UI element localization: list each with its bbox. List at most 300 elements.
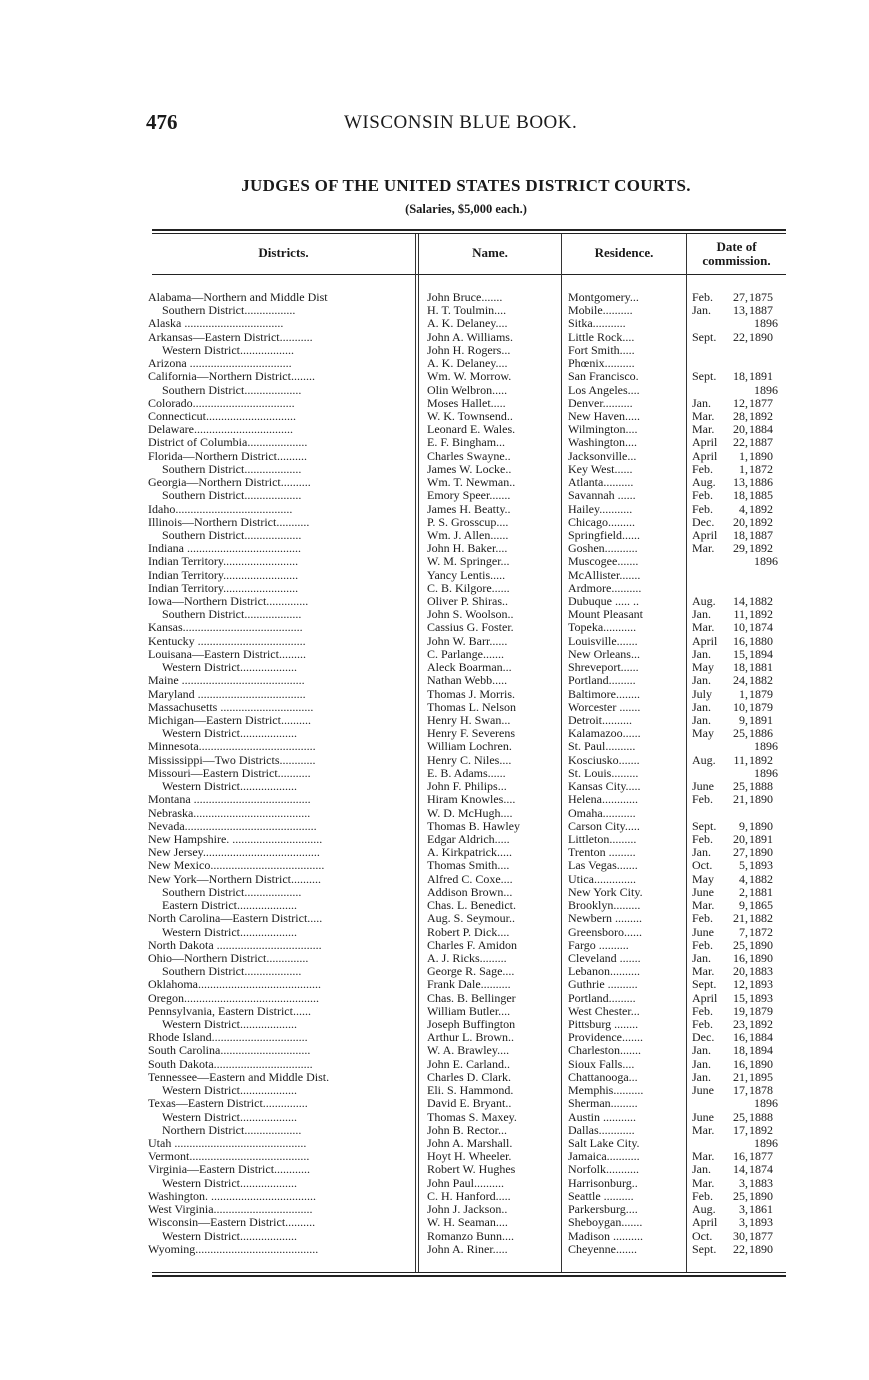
residence-cell: Topeka........... xyxy=(568,621,637,635)
date-year: 1892 xyxy=(749,542,773,556)
date-day: 3, xyxy=(739,1176,748,1190)
date-cell xyxy=(692,754,786,767)
date-cell xyxy=(692,912,786,925)
name-cell: Alfred C. Coxe.... xyxy=(427,872,513,886)
date-month: Jan. xyxy=(692,1044,711,1058)
district-cell: Indian Territory......................... xyxy=(148,581,299,595)
name-cell: John W. Barr...... xyxy=(427,634,508,648)
date-cell xyxy=(692,926,786,939)
residence-cell: Parkersburg.... xyxy=(568,1203,638,1217)
residence-cell: Little Rock.... xyxy=(568,330,635,344)
date-day: 9, xyxy=(739,714,748,727)
residence-cell: Worcester ....... xyxy=(568,700,641,714)
district-cell: Florida—Northern District.......... xyxy=(148,449,307,463)
residence-cell: New Haven..... xyxy=(568,409,640,423)
date-day: 24, xyxy=(733,674,748,688)
date-year: 1861 xyxy=(749,1203,773,1217)
name-cell: John H. Baker.... xyxy=(427,542,508,556)
date-cell xyxy=(692,899,786,912)
date-cell xyxy=(692,621,786,634)
residence-cell: Greensboro...... xyxy=(568,925,642,939)
date-month: Feb. xyxy=(692,793,713,807)
name-cell: Eli. S. Hammond. xyxy=(427,1084,514,1098)
residence-cell: Portland......... xyxy=(568,991,636,1005)
name-cell: Edgar Aldrich..... xyxy=(427,832,510,846)
name-cell: P. S. Grosscup.... xyxy=(427,515,509,529)
name-cell: W. H. Seaman.... xyxy=(427,1216,508,1230)
date-day: 7, xyxy=(739,925,748,939)
name-cell: John B. Rector... xyxy=(427,1123,507,1137)
district-cell: Indian Territory......................... xyxy=(148,555,299,569)
date-cell xyxy=(692,1097,786,1110)
date-month: Feb. xyxy=(692,1004,713,1018)
district-cell: Western District................... xyxy=(162,661,298,675)
date-day: 25, xyxy=(733,1189,748,1203)
date-day: 16, xyxy=(733,1057,748,1071)
name-cell: James H. Beatty.. xyxy=(427,502,511,516)
date-month: Sept. xyxy=(692,370,717,384)
date-day: 30, xyxy=(733,1229,748,1243)
date-day: 9, xyxy=(739,899,748,913)
date-day: 16, xyxy=(733,1031,748,1045)
date-month: Jan. xyxy=(692,396,711,410)
name-cell: William Lochren. xyxy=(427,740,512,754)
district-cell: Southern District................... xyxy=(162,965,302,979)
date-day: 11, xyxy=(733,753,748,767)
date-day: 20, xyxy=(733,423,748,437)
name-cell: Charles D. Clark. xyxy=(427,1070,511,1084)
district-cell: Washington. ................................... xyxy=(148,1189,317,1203)
date-month: Feb. xyxy=(692,832,713,846)
date-year: 1892 xyxy=(749,409,773,423)
date-year: 1882 xyxy=(749,912,773,926)
district-cell: Arizona .................................. xyxy=(148,357,292,371)
date-day: 4, xyxy=(739,872,748,886)
date-day: 27, xyxy=(733,291,748,304)
district-cell: Vermont........................................ xyxy=(148,1150,310,1164)
date-month: Oct. xyxy=(692,859,713,873)
residence-cell: Austin ........... xyxy=(568,1110,637,1124)
date-year: 1879 xyxy=(749,687,773,701)
date-cell xyxy=(692,859,786,872)
district-cell: New Mexico...................................... xyxy=(148,859,325,873)
date-year: 1884 xyxy=(749,423,773,437)
date-day: 4, xyxy=(739,502,748,516)
date-day: 22, xyxy=(733,436,748,450)
date-day: 18, xyxy=(733,489,748,503)
date-cell xyxy=(692,873,786,886)
district-cell: Wisconsin—Eastern District.......... xyxy=(148,1216,316,1230)
name-cell: George R. Sage.... xyxy=(427,965,515,979)
date-cell xyxy=(692,1058,786,1071)
district-cell: West Virginia................................. xyxy=(148,1203,313,1217)
date-month: Sept. xyxy=(692,978,717,992)
name-cell: Chas. B. Bellinger xyxy=(427,991,516,1005)
residence-cell: Springfield...... xyxy=(568,528,640,542)
date-cell xyxy=(692,397,786,410)
date-cell xyxy=(692,463,786,476)
date-cell xyxy=(692,978,786,991)
district-cell: Illinois—Northern District........... xyxy=(148,515,310,529)
district-cell: South Dakota................................. xyxy=(148,1057,313,1071)
date-cell xyxy=(692,1124,786,1137)
date-cell xyxy=(692,886,786,899)
date-day: 10, xyxy=(733,621,748,635)
district-cell: Wyoming......................................... xyxy=(148,1242,319,1256)
date-cell xyxy=(692,1203,786,1216)
name-cell: Wm. J. Allen...... xyxy=(427,528,509,542)
district-cell: New York—Northern District.......... xyxy=(148,872,321,886)
district-cell: Western District................... xyxy=(162,727,298,741)
district-cell: Pennsylvania, Eastern District...... xyxy=(148,1004,311,1018)
residences-column xyxy=(568,291,686,1256)
residence-cell: Salt Lake City. xyxy=(568,1137,640,1150)
date-day: 2, xyxy=(739,885,748,899)
date-cell xyxy=(692,833,786,846)
date-year: 1890 xyxy=(749,951,773,965)
date-month: Mar. xyxy=(692,1123,715,1137)
date-month: April xyxy=(692,449,718,463)
date-cell xyxy=(692,820,786,833)
date-day: 21, xyxy=(733,1070,748,1084)
residence-cell: Dubuque ..... .. xyxy=(568,595,639,609)
date-cell xyxy=(692,1071,786,1084)
residence-cell: Harrisonburg.. xyxy=(568,1176,638,1190)
date-month: Feb. xyxy=(692,502,713,516)
residence-cell: Key West...... xyxy=(568,462,633,476)
district-cell: Rhode Island................................ xyxy=(148,1031,308,1045)
date-month: Dec. xyxy=(692,1031,715,1045)
name-cell: Thomas Smith.... xyxy=(427,859,510,873)
district-cell: Ohio—Northern District.............. xyxy=(148,951,309,965)
date-month: June xyxy=(692,1084,714,1098)
name-cell: A. K. Delaney.... xyxy=(427,357,508,371)
name-cell: Aug. S. Seymour.. xyxy=(427,912,516,926)
name-cell: Charles Swayne.. xyxy=(427,449,511,463)
date-year: 1893 xyxy=(749,978,773,992)
district-cell: Western District................... xyxy=(162,1176,298,1190)
date-cell xyxy=(692,555,786,568)
date-day: 1, xyxy=(739,687,748,701)
name-cell: W. A. Brawley.... xyxy=(427,1044,510,1058)
date-month: Dec. xyxy=(692,515,715,529)
date-cell xyxy=(692,1177,786,1190)
district-cell: New Hampshire. .............................. xyxy=(148,832,323,846)
district-cell: Missouri—Eastern District........... xyxy=(148,766,311,780)
residence-cell: Denver.......... xyxy=(568,396,633,410)
residence-cell: Memphis.......... xyxy=(568,1084,644,1098)
date-cell xyxy=(692,635,786,648)
date-year: 1887 xyxy=(749,528,773,542)
date-year: 1885 xyxy=(749,489,773,503)
date-month: Jan. xyxy=(692,951,711,965)
bottom-rule-thin xyxy=(152,1272,786,1273)
date-day: 25, xyxy=(733,780,748,794)
name-cell: Leonard E. Wales. xyxy=(427,423,516,437)
date-year: 1890 xyxy=(749,1189,773,1203)
date-day: 25, xyxy=(733,938,748,952)
residence-cell: Washington.... xyxy=(568,436,638,450)
date-day: 18, xyxy=(733,1044,748,1058)
residence-cell: Fargo .......... xyxy=(568,938,629,952)
residence-cell: Sitka........... xyxy=(568,317,626,331)
date-cell xyxy=(692,595,786,608)
date-day: 13, xyxy=(733,304,748,318)
date-month: Mar. xyxy=(692,621,715,635)
date-month: Jan. xyxy=(692,304,711,318)
date-cell xyxy=(692,992,786,1005)
district-cell: New Jersey....................................... xyxy=(148,846,320,860)
residence-cell: Sioux Falls.... xyxy=(568,1057,635,1071)
date-month: Mar. xyxy=(692,1176,715,1190)
date-year: 1891 xyxy=(749,370,773,384)
date-cell xyxy=(692,529,786,542)
name-cell: Thomas S. Maxey. xyxy=(427,1110,517,1124)
name-cell: E. F. Bingham... xyxy=(427,436,506,450)
name-cell: John H. Rogers... xyxy=(427,343,511,357)
name-cell: Henry F. Severens xyxy=(427,727,516,741)
date-month: Feb. xyxy=(692,462,713,476)
date-year: 1890 xyxy=(749,1057,773,1071)
date-day: 28, xyxy=(733,409,748,423)
column-header-residence: Residence. xyxy=(594,245,654,260)
name-cell: Wm. W. Morrow. xyxy=(427,370,512,384)
name-cell: David E. Bryant.. xyxy=(427,1097,512,1111)
district-cell: Maryland .................................... xyxy=(148,687,306,701)
name-cell: Cassius G. Foster. xyxy=(427,621,514,635)
date-cell xyxy=(692,793,786,806)
date-year: 1888 xyxy=(749,780,773,794)
district-cell: Arkansas—Eastern District........... xyxy=(148,330,313,344)
residence-cell: Brooklyn......... xyxy=(568,899,641,913)
date-cell xyxy=(692,1137,786,1150)
residence-cell: Muscogee....... xyxy=(568,555,639,569)
district-cell: Oregon............................................. xyxy=(148,991,319,1005)
date-cell xyxy=(692,1150,786,1163)
district-cell: Southern District................... xyxy=(162,528,302,542)
district-cell: Connecticut.............................. xyxy=(148,409,296,423)
date-header-line2: commission. xyxy=(702,253,771,268)
date-month: Mar. xyxy=(692,965,715,979)
district-cell: Alabama—Northern and Middle Dist xyxy=(148,291,328,304)
residence-cell: Lebanon.......... xyxy=(568,965,640,979)
date-month: May xyxy=(692,661,714,675)
residence-cell: Madison .......... xyxy=(568,1229,643,1243)
name-cell: John Paul.......... xyxy=(427,1176,505,1190)
name-cell: C. Parlange....... xyxy=(427,647,504,661)
date-cell xyxy=(692,1031,786,1044)
date-cell xyxy=(692,450,786,463)
date-year: 1874 xyxy=(749,1163,773,1177)
date-cell xyxy=(692,542,786,555)
date-year: 1886 xyxy=(749,476,773,490)
date-day: 12, xyxy=(733,396,748,410)
date-cell xyxy=(692,1190,786,1203)
date-month: Mar. xyxy=(692,409,715,423)
date-month: Mar. xyxy=(692,423,715,437)
residence-cell: Portland......... xyxy=(568,674,636,688)
top-rule-thin xyxy=(152,233,786,234)
name-cell: Hiram Knowles.... xyxy=(427,793,516,807)
date-month: Feb. xyxy=(692,938,713,952)
residence-cell: Guthrie .......... xyxy=(568,978,638,992)
residence-cell: Phœnix.......... xyxy=(568,357,635,371)
date-year: 1892 xyxy=(749,502,773,516)
date-day: 20, xyxy=(733,515,748,529)
column-divider xyxy=(561,234,562,1272)
date-month: May xyxy=(692,727,714,741)
date-month: July xyxy=(692,687,713,701)
date-day: 22, xyxy=(733,330,748,344)
date-year: 1890 xyxy=(749,793,773,807)
district-cell: Delaware................................. xyxy=(148,423,293,437)
date-cell xyxy=(692,1163,786,1176)
date-month: Sept. xyxy=(692,1242,717,1256)
residence-cell: Los Angeles.... xyxy=(568,383,640,397)
date-day: 20, xyxy=(733,832,748,846)
date-year: 1886 xyxy=(749,727,773,741)
district-cell: Colorado.................................. xyxy=(148,396,295,410)
date-cell xyxy=(692,1044,786,1057)
name-cell: Joseph Buffington xyxy=(427,1018,516,1032)
date-year: 1872 xyxy=(749,925,773,939)
date-month: Jan. xyxy=(692,674,711,688)
date-cell xyxy=(692,740,786,753)
page-header xyxy=(146,110,786,134)
date-month: Feb. xyxy=(692,1189,713,1203)
residence-cell: St. Paul.......... xyxy=(568,740,636,754)
date-month: Jan. xyxy=(692,846,711,860)
residence-cell: West Chester... xyxy=(568,1004,640,1018)
district-cell: Oklahoma......................................... xyxy=(148,978,321,992)
name-cell: John A. Marshall. xyxy=(427,1137,513,1150)
date-year: 1879 xyxy=(749,1004,773,1018)
name-cell: H. T. Toulmin.... xyxy=(427,304,507,318)
residence-cell: Savannah ...... xyxy=(568,489,636,503)
date-year: 1865 xyxy=(749,899,773,913)
name-cell: Wm. T. Newman.. xyxy=(427,476,516,490)
date-cell xyxy=(692,1005,786,1018)
residence-cell: Norfolk........... xyxy=(568,1163,639,1177)
name-cell: Moses Hallet..... xyxy=(427,396,506,410)
date-cell xyxy=(692,582,786,595)
date-day: 25, xyxy=(733,727,748,741)
district-cell: Iowa—Northern District.............. xyxy=(148,595,309,609)
district-cell: Idaho....................................... xyxy=(148,502,293,516)
date-month: June xyxy=(692,1110,714,1124)
header-rule xyxy=(152,274,786,275)
date-month: Aug. xyxy=(692,476,716,490)
residence-cell: Hailey........... xyxy=(568,502,633,516)
date-day: 16, xyxy=(733,951,748,965)
date-month: Jan. xyxy=(692,1057,711,1071)
date-year: 1884 xyxy=(749,1031,773,1045)
name-cell: Henry H. Swan... xyxy=(427,714,511,727)
name-cell: Oliver P. Shiras.. xyxy=(427,595,508,609)
district-cell: District of Columbia.................... xyxy=(148,436,308,450)
name-cell: John Bruce....... xyxy=(427,291,503,304)
name-cell: A. K. Delaney.... xyxy=(427,317,508,331)
date-year: 1896 xyxy=(754,383,778,397)
page-number: 476 xyxy=(146,110,178,134)
residence-cell: Kansas City..... xyxy=(568,780,641,794)
name-cell: W. D. McHugh.... xyxy=(427,806,513,820)
residence-cell: Dallas............ xyxy=(568,1123,635,1137)
date-month: Jan. xyxy=(692,647,711,661)
table-title: JUDGES OF THE UNITED STATES DISTRICT COURTS. xyxy=(241,176,691,195)
residence-cell: Cheyenne....... xyxy=(568,1242,637,1256)
date-cell xyxy=(692,714,786,727)
name-cell: E. B. Adams...... xyxy=(427,766,506,780)
date-year: 1881 xyxy=(749,885,773,899)
residence-cell: Littleton......... xyxy=(568,832,637,846)
date-month: Feb. xyxy=(692,291,713,304)
date-month: June xyxy=(692,925,714,939)
date-day: 10, xyxy=(733,700,748,714)
district-cell: Maine ......................................... xyxy=(148,674,305,688)
date-cell xyxy=(692,384,786,397)
date-year: 1890 xyxy=(749,819,773,833)
district-cell: Western District................... xyxy=(162,1110,298,1124)
date-cell xyxy=(692,674,786,687)
date-year: 1881 xyxy=(749,661,773,675)
district-cell: Montana ....................................... xyxy=(148,793,311,807)
date-year: 1891 xyxy=(749,832,773,846)
date-month: April xyxy=(692,1216,718,1230)
district-cell: Eastern District.................... xyxy=(162,899,297,913)
date-cell xyxy=(692,476,786,489)
district-cell: Southern District................... xyxy=(162,885,302,899)
date-month: Mar. xyxy=(692,542,715,556)
date-year: 1892 xyxy=(749,608,773,622)
district-cell: Alaska ................................. xyxy=(148,317,284,331)
date-year: 1893 xyxy=(749,1216,773,1230)
bottom-rule-thick xyxy=(152,1275,786,1277)
date-cell xyxy=(692,1230,786,1243)
date-day: 3, xyxy=(739,1203,748,1217)
date-month: Jan. xyxy=(692,700,711,714)
district-cell: Western District................... xyxy=(162,1229,298,1243)
date-day: 16, xyxy=(733,1150,748,1164)
district-cell: Northern District................... xyxy=(162,1123,302,1137)
residence-cell: Pittsburg ........ xyxy=(568,1018,639,1032)
date-month: Jan. xyxy=(692,714,711,727)
date-day: 27, xyxy=(733,846,748,860)
date-cell xyxy=(692,952,786,965)
date-day: 1, xyxy=(739,449,748,463)
date-year: 1888 xyxy=(749,1110,773,1124)
date-year: 1872 xyxy=(749,462,773,476)
name-cell: Hoyt H. Wheeler. xyxy=(427,1150,512,1164)
date-day: 19, xyxy=(733,1004,748,1018)
name-cell: Robert P. Dick.... xyxy=(427,925,510,939)
residence-cell: Kalamazoo...... xyxy=(568,727,641,741)
name-cell: C. B. Kilgore...... xyxy=(427,581,510,595)
date-year: 1883 xyxy=(749,965,773,979)
district-cell: Western District................... xyxy=(162,925,298,939)
date-day: 21, xyxy=(733,912,748,926)
date-month: Mar. xyxy=(692,899,715,913)
residence-cell: Mobile.......... xyxy=(568,304,633,318)
district-cell: North Carolina—Eastern District..... xyxy=(148,912,323,926)
date-cell xyxy=(692,410,786,423)
date-cell xyxy=(692,304,786,317)
residence-cell: Mount Pleasant xyxy=(568,608,643,622)
name-cell: C. H. Hanford..... xyxy=(427,1189,511,1203)
date-year: 1877 xyxy=(749,1150,773,1164)
residence-cell: Goshen........... xyxy=(568,542,638,556)
residence-cell: New York City. xyxy=(568,885,643,899)
